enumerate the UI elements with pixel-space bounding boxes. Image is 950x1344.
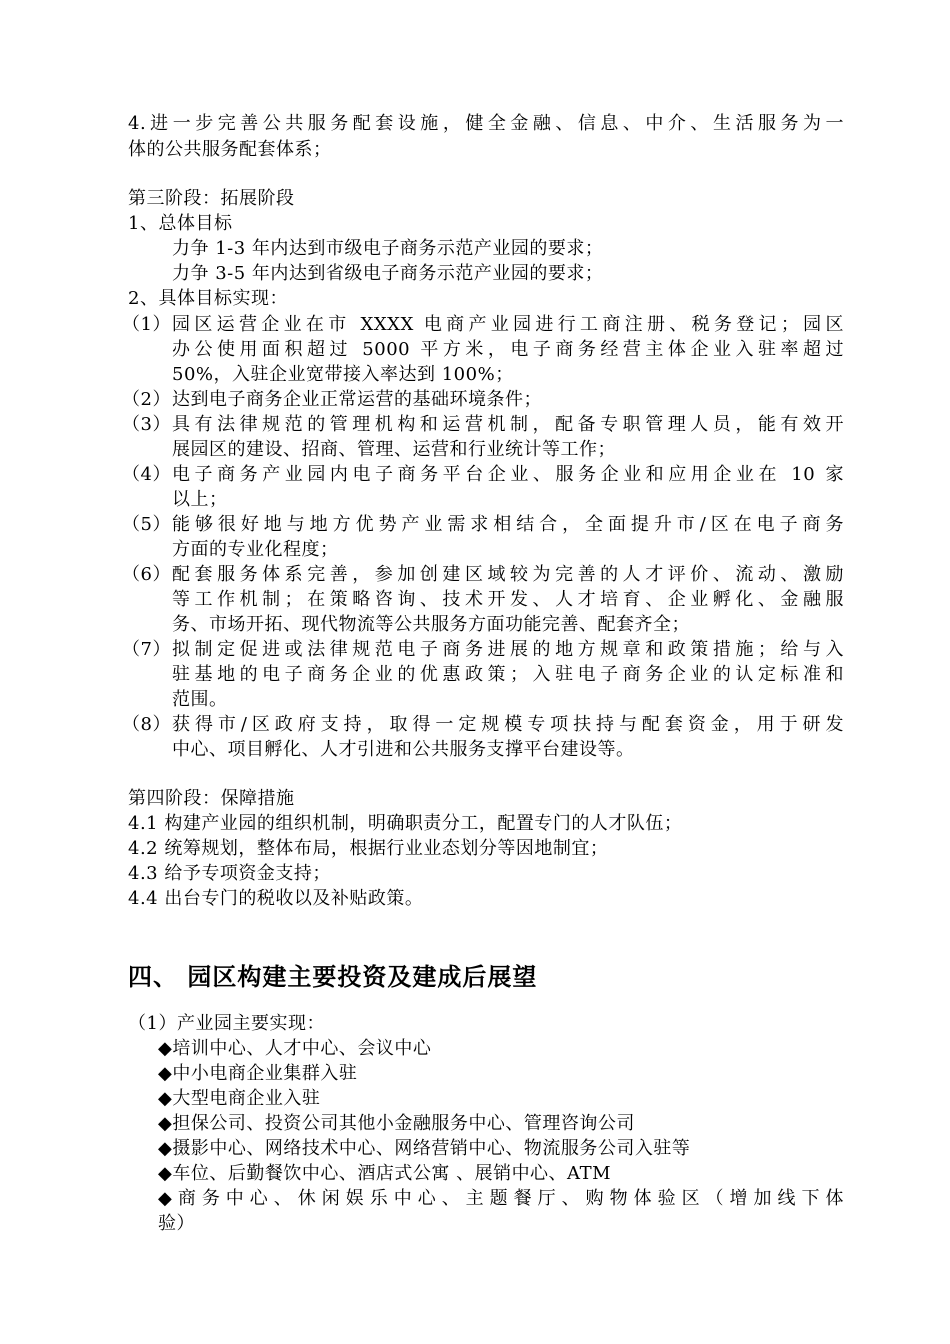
stage3-item-line: 配套服务体系完善，参加创建区域较为完善的人才评价、流动、激励 <box>172 564 844 585</box>
stage3-item-line: 拟制定促进或法律规范电子商务进展的地方规章和政策措施；给与入 <box>172 639 844 660</box>
stage3-specific-heading: 2、具体目标实现： <box>128 288 288 309</box>
stage3-item-number: （2） <box>122 389 171 410</box>
section4-sub-heading: （1）产业园主要实现： <box>128 1013 325 1034</box>
stage3-title: 第三阶段：拓展阶段 <box>128 188 295 209</box>
stage3-item-line: 园区运营企业在市 XXXX 电商产业园进行工商注册、税务登记；园区 <box>172 314 844 335</box>
section4-bullet: ◆大型电商企业入驻 <box>158 1088 321 1109</box>
section4-bullet: ◆中小电商企业集群入驻 <box>158 1063 358 1084</box>
stage3-item-number: （1） <box>122 314 171 335</box>
stage3-item-number: （5） <box>122 514 171 535</box>
stage4-item: 4.1 构建产业园的组织机制，明确职责分工，配置专门的人才队伍； <box>128 813 683 834</box>
stage3-item-line: 展园区的建设、招商、管理、运营和行业统计等工作； <box>172 439 616 460</box>
stage3-item-line: 范围。 <box>172 689 228 710</box>
stage3-item-line: 50%，入驻企业宽带接入率达到 100%； <box>172 364 514 385</box>
section4-bullet: ◆车位、后勤餐饮中心、酒店式公寓 、展销中心、ATM <box>158 1163 612 1184</box>
stage3-item-line: 务、市场开拓、现代物流等公共服务方面功能完善、配套齐全； <box>172 614 690 635</box>
stage3-item-line: 达到电子商务企业正常运营的基础环境条件； <box>172 389 542 410</box>
stage3-item-line: 方面的专业化程度； <box>172 539 339 560</box>
section4-bullet: ◆商务中心、休闲娱乐中心、主题餐厅、购物体验区（增加线下体 <box>158 1188 844 1209</box>
stage3-item-number: （6） <box>122 564 171 585</box>
stage3-item-number: （3） <box>122 414 171 435</box>
stage3-item-number: （4） <box>122 464 171 485</box>
stage3-item-number: （8） <box>122 714 171 735</box>
stage3-overall-heading: 1、总体目标 <box>128 213 233 234</box>
stage3-item-line: 等工作机制；在策略咨询、技术开发、人才培育、企业孵化、金融服 <box>172 589 844 610</box>
stage3-item-line: 以上； <box>172 489 228 510</box>
stage3-overall-goal: 力争 1-3 年内达到市级电子商务示范产业园的要求； <box>172 238 604 259</box>
section4-bullet: ◆摄影中心、网络技术中心、网络营销中心、物流服务公司入驻等 <box>158 1138 691 1159</box>
intro-item4-line1: 4.进一步完善公共服务配套设施，健全金融、信息、中介、生活服务为一 <box>128 113 844 134</box>
stage4-item: 4.4 出台专门的税收以及补贴政策。 <box>128 888 424 909</box>
stage3-item-number: （7） <box>122 639 171 660</box>
stage4-title: 第四阶段：保障措施 <box>128 788 295 809</box>
stage3-item-line: 获得市/区政府支持，取得一定规模专项扶持与配套资金，用于研发 <box>172 714 844 735</box>
stage3-item-line: 具有法律规范的管理机构和运营机制，配备专职管理人员，能有效开 <box>172 414 844 435</box>
section4-bullet-continuation: 验） <box>158 1213 195 1234</box>
stage3-item-line: 办公使用面积超过 5000 平方米，电子商务经营主体企业入驻率超过 <box>172 339 844 360</box>
stage4-item: 4.3 给予专项资金支持； <box>128 863 331 884</box>
stage3-item-line: 能够很好地与地方优势产业需求相结合，全面提升市/区在电子商务 <box>172 514 844 535</box>
stage3-item-line: 电子商务产业园内电子商务平台企业、服务企业和应用企业在 10 家 <box>172 464 844 485</box>
section4-heading: 四、 园区构建主要投资及建成后展望 <box>128 963 538 991</box>
stage3-item-line: 中心、项目孵化、人才引进和公共服务支撑平台建设等。 <box>172 739 635 760</box>
intro-item4-line2: 体的公共服务配套体系； <box>128 139 332 160</box>
stage3-overall-goal: 力争 3-5 年内达到省级电子商务示范产业园的要求； <box>172 263 604 284</box>
section4-bullet: ◆培训中心、人才中心、会议中心 <box>158 1038 432 1059</box>
stage3-item-line: 驻基地的电子商务企业的优惠政策；入驻电子商务企业的认定标准和 <box>172 664 844 685</box>
section4-bullet: ◆担保公司、投资公司其他小金融服务中心、管理咨询公司 <box>158 1113 635 1134</box>
stage4-item: 4.2 统筹规划，整体布局，根据行业业态划分等因地制宜； <box>128 838 609 859</box>
